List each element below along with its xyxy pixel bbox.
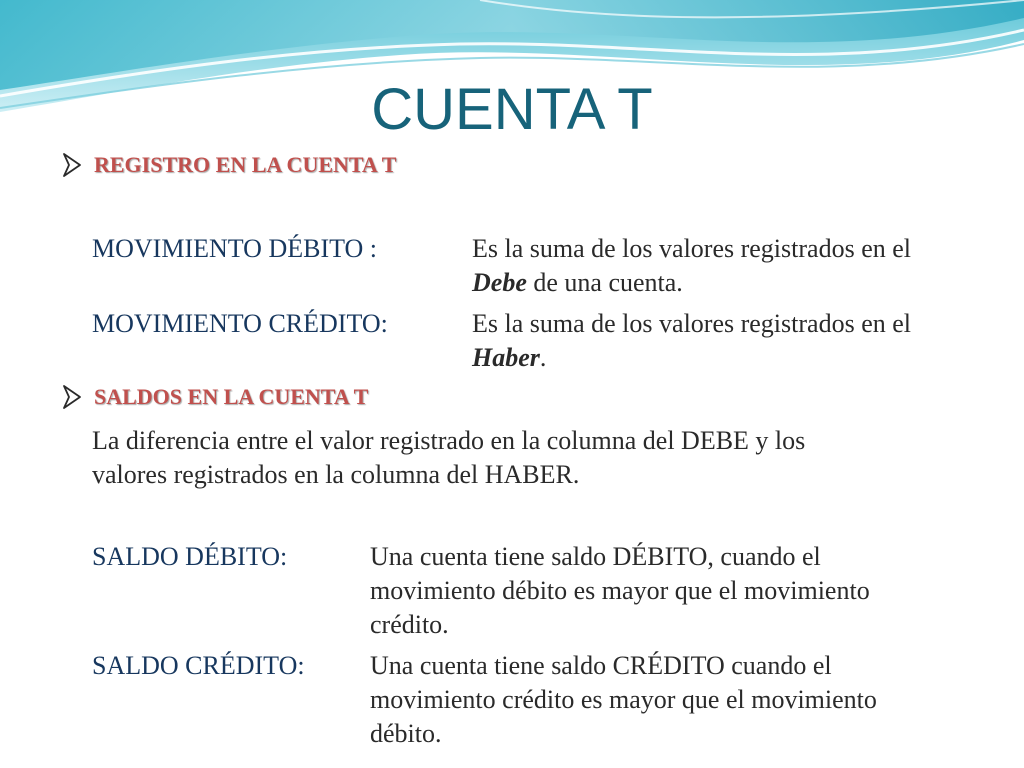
definition-saldo-debito [370, 540, 870, 642]
definition-line: movimiento débito es mayor que el movimiento [370, 576, 870, 605]
definition-rest: . [539, 343, 547, 372]
definition-line: Es la suma de los valores registrados en el [472, 309, 911, 338]
term-movimiento-debito: MOVIMIENTO DÉBITO : [92, 234, 378, 263]
term-movimiento-credito: MOVIMIENTO CRÉDITO: [92, 309, 388, 338]
definition-line [472, 341, 911, 375]
saldos-paragraph [92, 424, 805, 492]
arrow-bullet-icon [62, 152, 84, 178]
slide-title: CUENTA T [371, 77, 653, 142]
definition-saldo-credito [370, 649, 877, 751]
section-heading-registro [62, 152, 396, 178]
section-heading-label: REGISTRO EN LA CUENTA T [94, 152, 397, 177]
definition-movimiento-credito [472, 307, 911, 375]
section-heading-label: SALDOS EN LA CUENTA T [94, 384, 369, 409]
section-heading-saldos [62, 384, 368, 410]
paragraph-line: valores registrados en la columna del HABER. [92, 460, 580, 489]
definition-line: Es la suma de los valores registrados en el [472, 234, 911, 263]
definition-movimiento-debito [472, 232, 911, 300]
definition-rest: de una cuenta. [533, 268, 683, 297]
term-saldo-debito: SALDO DÉBITO: [92, 542, 288, 571]
definition-line: Una cuenta tiene saldo DÉBITO, cuando el [370, 542, 821, 571]
emphasis-haber: Haber [472, 343, 540, 372]
paragraph-line: La diferencia entre el valor registrado en la columna del DEBE y los [92, 426, 806, 455]
definition-line [472, 266, 911, 300]
definition-line: Una cuenta tiene saldo CRÉDITO cuando el [370, 651, 832, 680]
definition-line: crédito. [370, 610, 449, 639]
term-saldo-credito: SALDO CRÉDITO: [92, 651, 305, 680]
arrow-bullet-icon [62, 384, 84, 410]
definition-line: débito. [370, 719, 442, 748]
definition-line: movimiento crédito es mayor que el movimiento [370, 685, 877, 714]
emphasis-debe: Debe [472, 268, 527, 297]
